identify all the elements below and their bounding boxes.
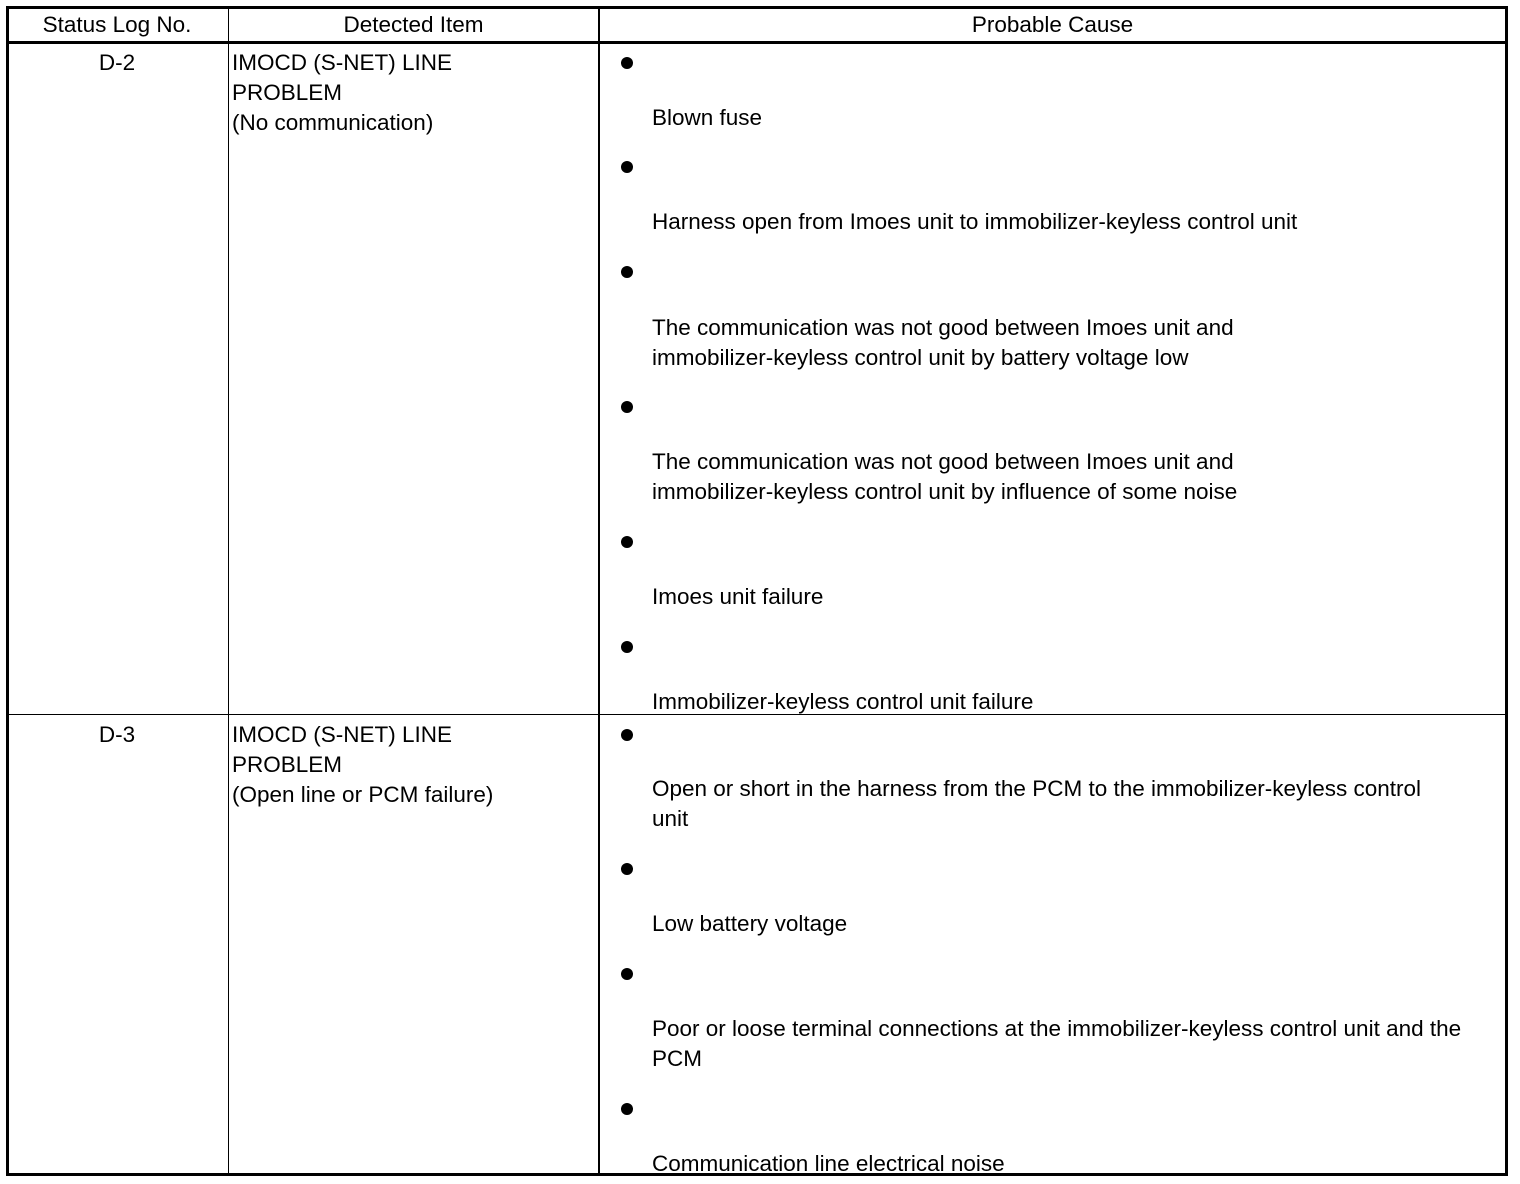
- header-detected-item: Detected Item: [343, 12, 484, 37]
- bullet-icon: [621, 536, 633, 548]
- detected-item-line: (No communication): [232, 110, 434, 135]
- probable-cause-item: Low battery voltage: [652, 911, 848, 936]
- bullet-icon: [621, 968, 633, 980]
- probable-cause-item: Imoes unit failure: [652, 584, 824, 609]
- header-status-log-no: Status Log No.: [42, 12, 192, 37]
- detected-item-line: (Open line or PCM failure): [232, 782, 494, 807]
- bullet-icon: [621, 401, 633, 413]
- bullet-icon: [621, 266, 633, 278]
- bullet-icon: [621, 641, 633, 653]
- bullet-icon: [621, 729, 633, 741]
- bullet-icon: [621, 161, 633, 173]
- bullet-icon: [621, 863, 633, 875]
- bullet-icon: [621, 57, 633, 69]
- probable-cause-item: Open or short in the harness from the PCM to the immobilizer-keyless control unit: [652, 776, 1422, 831]
- probable-cause-item: Blown fuse: [652, 105, 763, 130]
- status-log-number: D-2: [98, 50, 136, 75]
- probable-cause-item: Harness open from Imoes unit to immobilizer-keyless control unit: [652, 209, 1298, 234]
- probable-cause-item: Communication line electrical noise: [652, 1151, 1005, 1176]
- header-divider: [6, 41, 1508, 44]
- detected-item-line: PROBLEM: [232, 80, 343, 105]
- column-divider-1: [228, 6, 229, 1176]
- detected-item: [232, 720, 594, 810]
- detected-item: [232, 48, 594, 138]
- column-divider-2: [598, 6, 600, 1176]
- detected-item-line: PROBLEM: [232, 752, 343, 777]
- header-probable-cause: Probable Cause: [971, 12, 1134, 37]
- status-log-number: D-3: [98, 722, 136, 747]
- detected-item-line: IMOCD (S-NET) LINE: [232, 50, 453, 75]
- probable-cause-item: The communication was not good between Imoes unit and immobilizer-keyless control unit by battery voltage low: [652, 315, 1234, 370]
- detected-item-line: IMOCD (S-NET) LINE: [232, 722, 453, 747]
- probable-cause-item: Immobilizer-keyless control unit failure: [652, 689, 1034, 714]
- bullet-icon: [621, 1103, 633, 1115]
- probable-cause-item: Poor or loose terminal connections at the immobilizer-keyless control unit and the PCM: [652, 1016, 1462, 1071]
- probable-cause-item: The communication was not good between Imoes unit and immobilizer-keyless control unit by influence of some noise: [652, 449, 1238, 504]
